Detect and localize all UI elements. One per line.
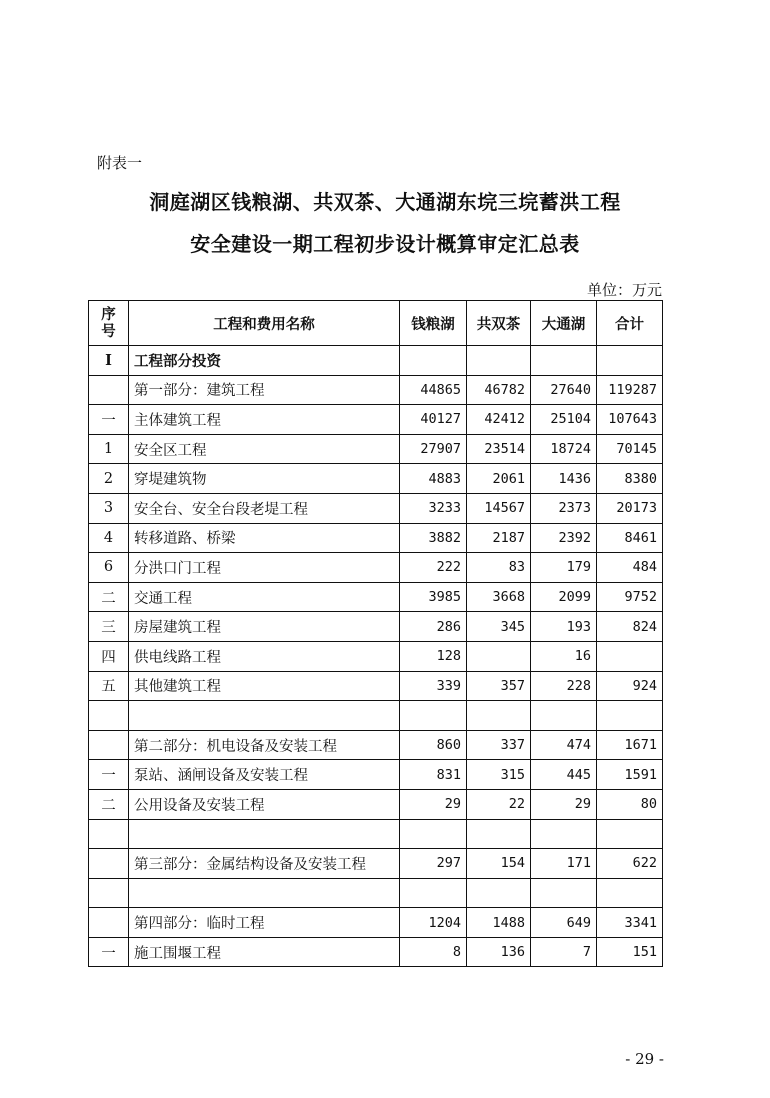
row-value-total: 924 — [597, 671, 663, 701]
row-value-total: 70145 — [597, 434, 663, 464]
row-value-gongshuangcha — [467, 346, 531, 376]
row-value-datonghu: 16 — [531, 641, 597, 671]
row-value-qianlianghu — [400, 819, 467, 849]
header-seq-text: 序号 — [101, 306, 116, 340]
row-value-gongshuangcha: 315 — [467, 760, 531, 790]
row-value-total — [597, 878, 663, 908]
row-value-total: 8380 — [597, 464, 663, 494]
row-seq: 3 — [89, 493, 129, 523]
row-value-qianlianghu: 4883 — [400, 464, 467, 494]
title-line-2: 安全建设一期工程初步设计概算审定汇总表 — [190, 232, 580, 256]
row-name: 安全台、安全台段老堤工程 — [129, 493, 400, 523]
row-name: 第四部分：临时工程 — [129, 908, 400, 938]
row-seq — [89, 878, 129, 908]
row-value-gongshuangcha: 3668 — [467, 582, 531, 612]
table-row — [89, 612, 663, 642]
row-name: 供电线路工程 — [129, 641, 400, 671]
row-name — [129, 819, 400, 849]
row-value-gongshuangcha: 42412 — [467, 405, 531, 435]
table-row — [89, 701, 663, 731]
appendix-label: 附表一 — [97, 154, 143, 172]
row-value-qianlianghu: 297 — [400, 849, 467, 879]
row-value-qianlianghu — [400, 701, 467, 731]
row-value-datonghu: 2392 — [531, 523, 597, 553]
table-row — [89, 582, 663, 612]
row-value-datonghu: 179 — [531, 553, 597, 583]
row-value-datonghu — [531, 819, 597, 849]
row-value-gongshuangcha: 154 — [467, 849, 531, 879]
row-value-qianlianghu: 286 — [400, 612, 467, 642]
row-value-datonghu: 193 — [531, 612, 597, 642]
row-value-datonghu: 474 — [531, 730, 597, 760]
row-seq: 4 — [89, 523, 129, 553]
row-value-total: 20173 — [597, 493, 663, 523]
row-seq: 一 — [89, 760, 129, 790]
row-seq: 三 — [89, 612, 129, 642]
row-value-qianlianghu — [400, 346, 467, 376]
unit-label: 单位：万元 — [586, 281, 662, 299]
row-seq — [89, 375, 129, 405]
table-row — [89, 849, 663, 879]
row-value-gongshuangcha: 136 — [467, 937, 531, 967]
header-seq — [89, 301, 129, 346]
row-value-total — [597, 346, 663, 376]
row-value-total: 151 — [597, 937, 663, 967]
row-value-total — [597, 641, 663, 671]
row-value-total: 9752 — [597, 582, 663, 612]
row-value-total — [597, 819, 663, 849]
row-value-qianlianghu: 222 — [400, 553, 467, 583]
row-value-datonghu: 445 — [531, 760, 597, 790]
row-name: 转移道路、桥梁 — [129, 523, 400, 553]
row-value-gongshuangcha: 83 — [467, 553, 531, 583]
row-seq: 二 — [89, 582, 129, 612]
row-value-qianlianghu: 3985 — [400, 582, 467, 612]
row-value-qianlianghu: 44865 — [400, 375, 467, 405]
row-name: 交通工程 — [129, 582, 400, 612]
row-value-qianlianghu — [400, 878, 467, 908]
row-seq: 一 — [89, 405, 129, 435]
row-value-gongshuangcha — [467, 641, 531, 671]
row-value-datonghu: 171 — [531, 849, 597, 879]
table-row — [89, 671, 663, 701]
row-value-total — [597, 701, 663, 731]
table-row — [89, 789, 663, 819]
row-value-total: 80 — [597, 789, 663, 819]
row-value-qianlianghu: 27907 — [400, 434, 467, 464]
row-value-qianlianghu: 128 — [400, 641, 467, 671]
row-value-datonghu: 25104 — [531, 405, 597, 435]
table-row — [89, 464, 663, 494]
row-value-gongshuangcha: 357 — [467, 671, 531, 701]
row-value-gongshuangcha: 14567 — [467, 493, 531, 523]
row-value-datonghu — [531, 346, 597, 376]
row-value-gongshuangcha: 2061 — [467, 464, 531, 494]
row-value-qianlianghu: 29 — [400, 789, 467, 819]
table-row — [89, 375, 663, 405]
table-body — [89, 346, 663, 967]
title-line-1: 洞庭湖区钱粮湖、共双茶、大通湖东垸三垸蓄洪工程 — [149, 190, 621, 214]
table-row — [89, 434, 663, 464]
row-seq — [89, 849, 129, 879]
row-value-datonghu: 18724 — [531, 434, 597, 464]
row-value-gongshuangcha: 23514 — [467, 434, 531, 464]
row-value-gongshuangcha: 345 — [467, 612, 531, 642]
table-row — [89, 730, 663, 760]
row-value-datonghu: 1436 — [531, 464, 597, 494]
row-value-total: 1591 — [597, 760, 663, 790]
row-value-datonghu — [531, 878, 597, 908]
header-total: 合计 — [597, 301, 663, 346]
row-name: 施工围堰工程 — [129, 937, 400, 967]
row-name: 安全区工程 — [129, 434, 400, 464]
header-qianlianghu: 钱粮湖 — [400, 301, 467, 346]
table-row — [89, 493, 663, 523]
row-value-qianlianghu: 1204 — [400, 908, 467, 938]
row-value-qianlianghu: 8 — [400, 937, 467, 967]
row-value-gongshuangcha — [467, 819, 531, 849]
row-seq: I — [89, 346, 129, 376]
row-seq — [89, 730, 129, 760]
row-name: 泵站、涵闸设备及安装工程 — [129, 760, 400, 790]
row-value-total: 484 — [597, 553, 663, 583]
row-value-gongshuangcha — [467, 878, 531, 908]
row-value-gongshuangcha — [467, 701, 531, 731]
row-value-datonghu: 7 — [531, 937, 597, 967]
row-name: 第一部分：建筑工程 — [129, 375, 400, 405]
row-name: 工程部分投资 — [129, 346, 400, 376]
row-value-datonghu: 2373 — [531, 493, 597, 523]
row-seq — [89, 908, 129, 938]
row-seq — [89, 819, 129, 849]
row-seq: 2 — [89, 464, 129, 494]
row-value-total: 3341 — [597, 908, 663, 938]
row-name: 主体建筑工程 — [129, 405, 400, 435]
row-name: 第二部分：机电设备及安装工程 — [129, 730, 400, 760]
row-name — [129, 701, 400, 731]
table-row — [89, 908, 663, 938]
header-name: 工程和费用名称 — [129, 301, 400, 346]
row-name: 分洪口门工程 — [129, 553, 400, 583]
table-row — [89, 819, 663, 849]
row-value-total: 1671 — [597, 730, 663, 760]
row-value-total: 8461 — [597, 523, 663, 553]
row-value-gongshuangcha: 337 — [467, 730, 531, 760]
row-value-datonghu: 27640 — [531, 375, 597, 405]
row-value-qianlianghu: 860 — [400, 730, 467, 760]
row-name: 穿堤建筑物 — [129, 464, 400, 494]
table-row — [89, 641, 663, 671]
row-value-gongshuangcha: 1488 — [467, 908, 531, 938]
header-gongshuangcha: 共双茶 — [467, 301, 531, 346]
row-value-qianlianghu: 40127 — [400, 405, 467, 435]
row-value-qianlianghu: 831 — [400, 760, 467, 790]
row-name: 其他建筑工程 — [129, 671, 400, 701]
row-name: 公用设备及安装工程 — [129, 789, 400, 819]
row-seq: 6 — [89, 553, 129, 583]
budget-summary-table — [88, 300, 663, 967]
row-seq: 一 — [89, 937, 129, 967]
table-row — [89, 937, 663, 967]
row-value-total: 622 — [597, 849, 663, 879]
row-value-gongshuangcha: 46782 — [467, 375, 531, 405]
row-seq: 二 — [89, 789, 129, 819]
table-row — [89, 878, 663, 908]
row-value-total: 119287 — [597, 375, 663, 405]
row-name: 第三部分：金属结构设备及安装工程 — [129, 849, 400, 879]
table-row — [89, 346, 663, 376]
row-value-datonghu: 228 — [531, 671, 597, 701]
row-seq: 1 — [89, 434, 129, 464]
row-seq: 四 — [89, 641, 129, 671]
row-value-qianlianghu: 339 — [400, 671, 467, 701]
row-seq: 五 — [89, 671, 129, 701]
row-value-datonghu: 29 — [531, 789, 597, 819]
row-value-datonghu — [531, 701, 597, 731]
table-row — [89, 760, 663, 790]
row-name — [129, 878, 400, 908]
row-value-qianlianghu: 3233 — [400, 493, 467, 523]
row-seq — [89, 701, 129, 731]
table-row — [89, 553, 663, 583]
row-value-total: 107643 — [597, 405, 663, 435]
row-value-gongshuangcha: 22 — [467, 789, 531, 819]
table-row — [89, 523, 663, 553]
table-header-row — [89, 301, 663, 346]
page-number: - 29 - — [625, 1050, 664, 1068]
row-value-qianlianghu: 3882 — [400, 523, 467, 553]
row-value-gongshuangcha: 2187 — [467, 523, 531, 553]
header-datonghu: 大通湖 — [531, 301, 597, 346]
row-value-total: 824 — [597, 612, 663, 642]
table-row — [89, 405, 663, 435]
row-value-datonghu: 2099 — [531, 582, 597, 612]
row-name: 房屋建筑工程 — [129, 612, 400, 642]
row-value-datonghu: 649 — [531, 908, 597, 938]
